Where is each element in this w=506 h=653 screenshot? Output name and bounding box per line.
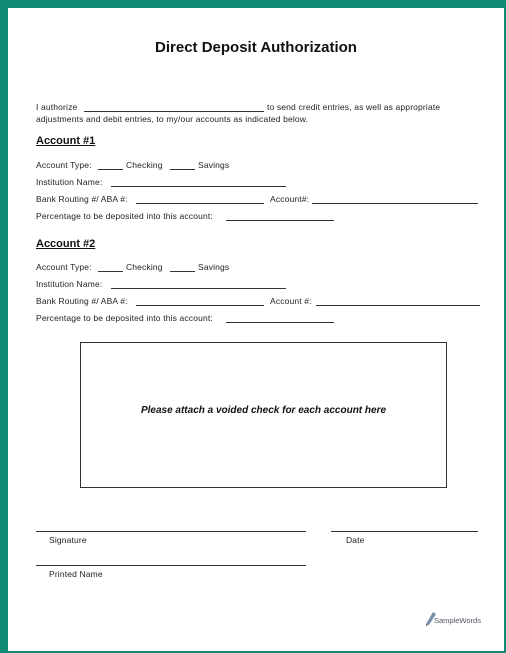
- account-2-percentage-label: Percentage to be deposited into this account:: [36, 313, 213, 323]
- account-1-percentage-label: Percentage to be deposited into this account:: [36, 211, 213, 221]
- account-1-heading: Account #1: [36, 135, 96, 147]
- account-1-savings-label: Savings: [198, 160, 230, 170]
- account-1-account-field[interactable]: [312, 203, 478, 204]
- account-1-checking-label: Checking: [126, 160, 163, 170]
- account-1-savings-blank[interactable]: [170, 169, 195, 170]
- account-2-percentage-field[interactable]: [226, 322, 334, 323]
- document-title: Direct Deposit Authorization: [155, 39, 357, 56]
- printed-name-line[interactable]: [36, 565, 306, 566]
- account-1-institution-field[interactable]: [111, 186, 286, 187]
- intro-prefix: I authorize: [36, 102, 78, 112]
- account-2-savings-blank[interactable]: [170, 271, 195, 272]
- account-2-checking-label: Checking: [126, 262, 163, 272]
- account-1-account-label: Account#:: [270, 194, 310, 204]
- account-1-routing-field[interactable]: [136, 203, 264, 204]
- account-1-checking-blank[interactable]: [98, 169, 123, 170]
- voided-check-box: [80, 342, 447, 488]
- intro-suffix: to send credit entries, as well as appropriate: [267, 102, 441, 112]
- logo-text: SampleWords: [434, 616, 481, 625]
- account-2-checking-blank[interactable]: [98, 271, 123, 272]
- account-2-routing-field[interactable]: [136, 305, 264, 306]
- account-2-type-label: Account Type:: [36, 262, 92, 272]
- printed-name-label: Printed Name: [49, 569, 103, 579]
- signature-label: Signature: [49, 535, 87, 545]
- account-2-routing-label: Bank Routing #/ ABA #:: [36, 296, 128, 306]
- account-1-type-label: Account Type:: [36, 160, 92, 170]
- account-2-institution-label: Institution Name:: [36, 279, 103, 289]
- date-label: Date: [346, 535, 365, 545]
- account-1-institution-label: Institution Name:: [36, 177, 103, 187]
- account-2-heading: Account #2: [36, 238, 96, 250]
- authorized-company-line[interactable]: [84, 111, 264, 112]
- date-line[interactable]: [331, 531, 478, 532]
- account-2-account-field[interactable]: [316, 305, 480, 306]
- account-2-savings-label: Savings: [198, 262, 230, 272]
- account-1-routing-label: Bank Routing #/ ABA #:: [36, 194, 128, 204]
- account-1-percentage-field[interactable]: [226, 220, 334, 221]
- account-2-account-label: Account #:: [270, 296, 312, 306]
- account-2-institution-field[interactable]: [111, 288, 286, 289]
- samplewords-logo: [424, 610, 481, 631]
- signature-line[interactable]: [36, 531, 306, 532]
- page-border: [3, 3, 503, 650]
- intro-line-2: adjustments and debit entries, to my/our accounts as indicated below.: [36, 114, 309, 124]
- voided-check-instruction: Please attach a voided check for each account here: [140, 405, 387, 416]
- document-page: [8, 8, 504, 651]
